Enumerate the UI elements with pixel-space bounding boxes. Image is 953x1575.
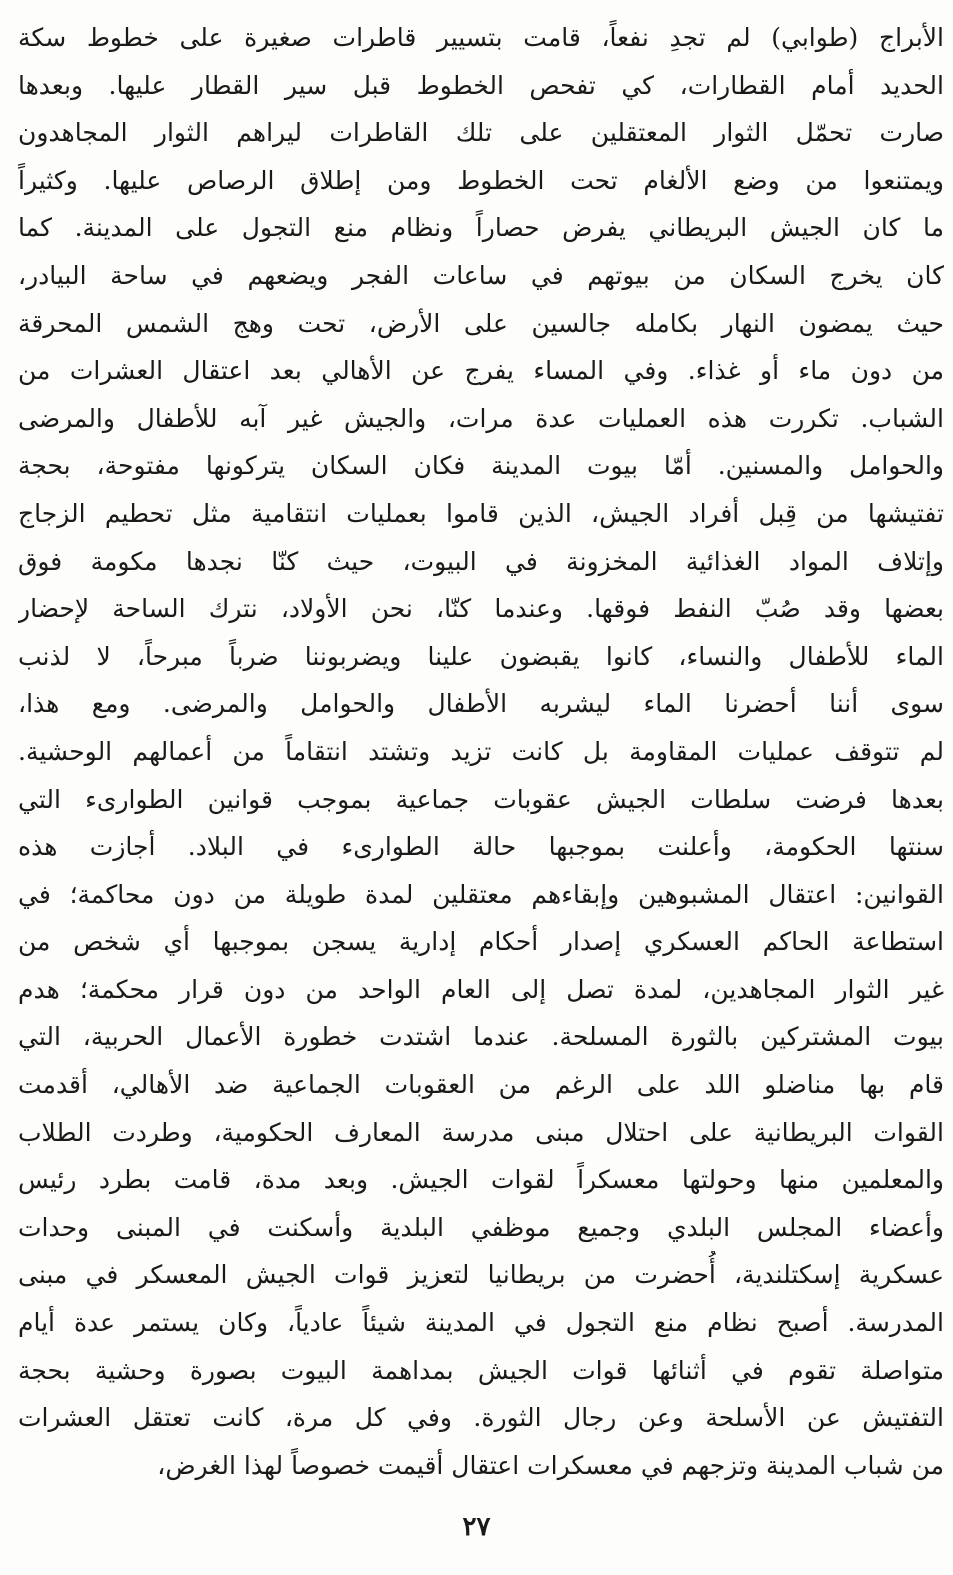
text-line: الأبراج (طوابي) لم تجدِ نفعاً، قامت بتسيير قاطرات صغيرة على خطوط سكة — [18, 23, 944, 52]
text-line: من شباب المدينة وتزجهم في معسكرات اعتقال أقيمت خصوصاً لهذا الغرض، — [157, 1450, 944, 1480]
text-line: ويمتنعوا من وضع الألغام تحت الخطوط ومن إطلاق الرصاص عليها. وكثيراً — [18, 165, 944, 195]
text-line: بعدها فرضت سلطات الجيش عقوبات جماعية بموجب قوانين الطوارىء التي — [18, 784, 944, 814]
text-line: التفتيش عن الأسلحة وعن رجال الثورة. وفي كل مرة، كانت تعتقل العشرات — [18, 1403, 944, 1433]
text-line: تفتيشها من قِبل أفراد الجيش، الذين قاموا بعمليات انتقامية مثل تحطيم الزجاج — [18, 498, 944, 528]
text-line: بيوت المشتركين بالثورة المسلحة. عندما اشتدت خطورة الأعمال الحربية، التي — [18, 1022, 944, 1052]
text-line: كان يخرج السكان من بيوتهم في ساعات الفجر ويضعهم في ساحة البيادر، — [18, 260, 944, 290]
text-line: الحديد أمام القطارات، كي تفحص الخطوط قبل سير القطار عليها. وبعدها — [18, 70, 944, 100]
text-line: سنتها الحكومة، وأعلنت بموجبها حالة الطوارىء في البلاد. أجازت هذه — [18, 832, 944, 862]
text-line: حيث يمضون النهار بكامله جالسين على الأرض، تحت وهج الشمس المحرقة — [18, 308, 944, 338]
text-line: الماء للأطفال والنساء، كانوا يقبضون علينا ويضربوننا ضرباً مبرحاً، لا لذنب — [18, 641, 944, 671]
text-line: القوانين: اعتقال المشبوهين وإبقاءهم معتقلين لمدة طويلة من دون محاكمة؛ في — [18, 879, 944, 909]
text-line: الشباب. تكررت هذه العمليات عدة مرات، والجيش غير آبه للأطفال والمرضى — [18, 403, 944, 433]
text-line: بعضها وقد صُبّ النفط فوقها. وعندما كنّا، نحن الأولاد، نترك الساحة لإحضار — [18, 594, 944, 624]
text-line: وإتلاف المواد الغذائية المخزونة في البيوت، حيث كنّا نجدها مكومة فوق — [18, 546, 944, 576]
text-line: والمعلمين منها وحولتها معسكراً لقوات الجيش. وبعد مدة، قامت بطرد رئيس — [18, 1165, 944, 1195]
text-line: صارت تحمّل الثوار المعتقلين على تلك القاطرات ليراهم الثوار المجاهدون — [18, 118, 944, 148]
text-line: عسكرية إسكتلندية، أُحضرت من بريطانيا لتعزيز قوات الجيش المعسكر في مبنى — [18, 1260, 944, 1290]
text-line: استطاعة الحاكم العسكري إصدار أحكام إدارية يسجن بموجبها أي شخص من — [18, 927, 944, 957]
text-line: متواصلة تقوم في أثنائها قوات الجيش بمداهمة البيوت بصورة وحشية بحجة — [18, 1355, 944, 1385]
text-line: غير الثوار المجاهدين، لمدة تصل إلى العام الواحد من دون قرار محكمة؛ هدم — [18, 974, 944, 1004]
text-line: ما كان الجيش البريطاني يفرض حصاراً ونظام منع التجول على المدينة. كما — [18, 213, 944, 243]
text-line: قام بها مناضلو اللد على الرغم من العقوبات الجماعية ضد الأهالي، أقدمت — [18, 1070, 944, 1100]
text-line: سوى أننا أحضرنا الماء ليشربه الأطفال والحوامل والمرضى. ومع هذا، — [18, 689, 944, 719]
text-line: من دون ماء أو غذاء. وفي المساء يفرج عن الأهالي بعد اعتقال العشرات من — [18, 356, 944, 386]
text-line: وأعضاء المجلس البلدي وجميع موظفي البلدية وأسكنت في المبنى وحدات — [18, 1212, 944, 1242]
text-line: لم تتوقف عمليات المقاومة بل كانت تزيد وتشتد انتقاماً من أعمالهم الوحشية. — [18, 736, 944, 766]
text-line: القوات البريطانية على احتلال مبنى مدرسة المعارف الحكومية، وطردت الطلاب — [18, 1117, 944, 1147]
page-number: ٢٧ — [462, 1512, 491, 1542]
text-line: والحوامل والمسنين. أمّا بيوت المدينة فكان السكان يتركونها مفتوحة، بحجة — [18, 451, 944, 481]
page-body-text — [18, 14, 944, 1489]
text-line: المدرسة. أصبح نظام منع التجول في المدينة شيئاً عادياً، وكان يستمر عدة أيام — [18, 1308, 944, 1338]
